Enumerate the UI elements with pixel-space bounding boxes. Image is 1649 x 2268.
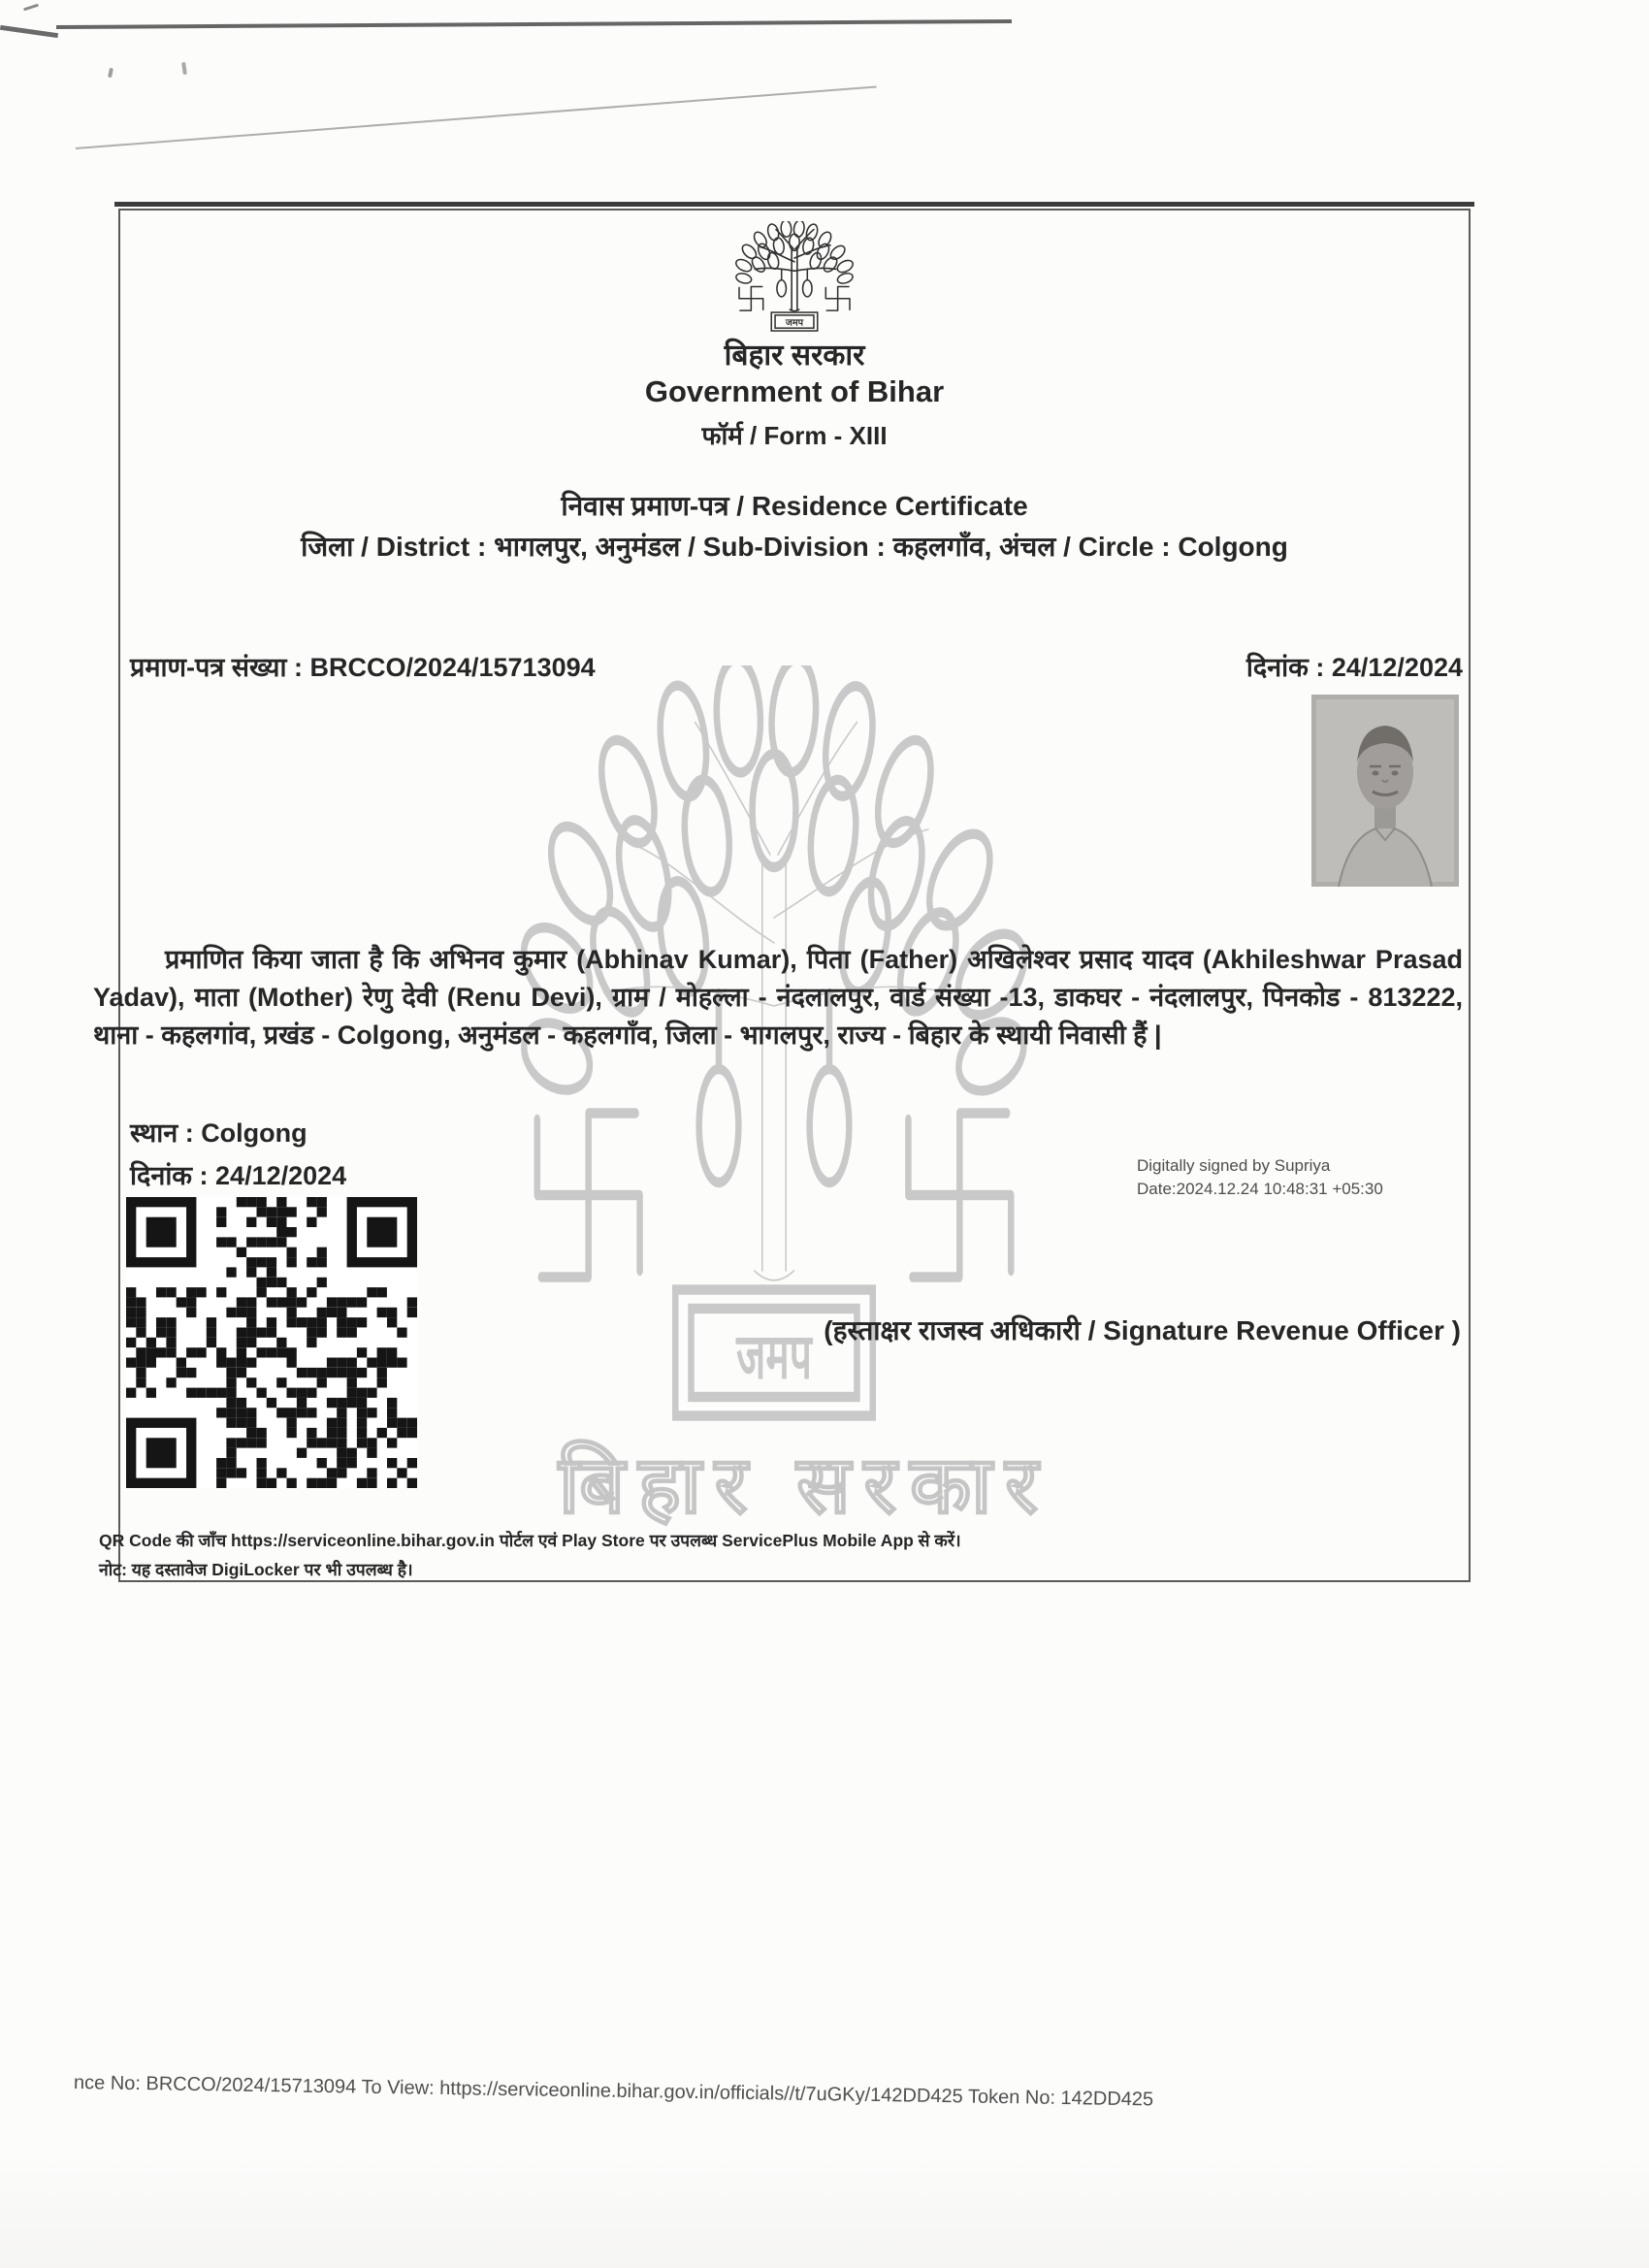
qr-verification-note: QR Code की जाँच https://serviceonline.bihar.gov.in पोर्टल एवं Play Store पर उपलब्ध ServicePlus Mobile App से करें। [99, 1531, 961, 1550]
org-name-english: Government of Bihar [644, 374, 945, 408]
scan-artifact-line [0, 25, 58, 38]
certificate-number: प्रमाण-पत्र संख्या : BRCCO/2024/15713094 [130, 653, 596, 682]
watermark-text: बिहार सरकार [559, 1442, 1051, 1530]
form-number: फॉर्म / Form - XIII [701, 421, 888, 450]
issue-date: दिनांक : 24/12/2024 [130, 1161, 347, 1190]
digital-signature-line2: Date:2024.12.24 10:48:31 +05:30 [1137, 1180, 1383, 1198]
jurisdiction-line: जिला / District : भागलपुर, अनुमंडल / Sub-Division : कहलगाँव, अंचल / Circle : Colgong [301, 532, 1288, 562]
issue-date-top: दिनांक : 24/12/2024 [1245, 653, 1463, 682]
scan-artifact-mark [181, 62, 187, 75]
scan-artifact-mark [108, 68, 113, 79]
scan-artifact-mark [23, 4, 39, 12]
issue-place: स्थान : Colgong [130, 1118, 307, 1148]
certificate-body-text: प्रमाणित किया जाता है कि अभिनव कुमार (Abhinav Kumar), पिता (Father) अखिलेश्वर प्रसाद यादव (Akhileshwar Prasad Yadav), माता (Mother) रेणु देवी (Renu Devi), ग्राम / मोहल्ला - नंदलालपुर, वार्ड संख्या -13, डाकघर - नंदलालपुर, पिनकोड - 813222, थाना - कहलगांव, प्रखंड - Colgong, अनुमंडल - कहलगाँव, जिला - भागलपुर, राज्य - बिहार के स्थायी निवासी हैं | [93, 945, 1463, 1050]
signature-caption: (हस्ताक्षर राजस्व अधिकारी / Signature Revenue Officer ) [824, 1315, 1461, 1345]
top-rule [114, 202, 1474, 207]
document-title: निवास प्रमाण-पत्र / Residence Certificate [561, 491, 1028, 521]
digital-signature-line1: Digitally signed by Supriya [1137, 1156, 1331, 1175]
qr-code [126, 1197, 417, 1488]
footer-reference-line: nce No: BRCCO/2024/15713094 To View: https://serviceonline.bihar.gov.in/officials//t/7uGKy/142DD425 Token No: 142DD425 [73, 2072, 1154, 2111]
digilocker-note: नोट: यह दस्तावेज DigiLocker पर भी उपलब्ध है। [99, 1560, 413, 1579]
applicant-photo [1311, 695, 1459, 887]
org-name-hindi: बिहार सरकार [724, 340, 865, 372]
scan-artifact-line [56, 19, 1012, 29]
digital-signature-block [1137, 1154, 1383, 1201]
scan-artifact-line [76, 85, 877, 149]
bihar-government-emblem-icon [715, 221, 874, 332]
